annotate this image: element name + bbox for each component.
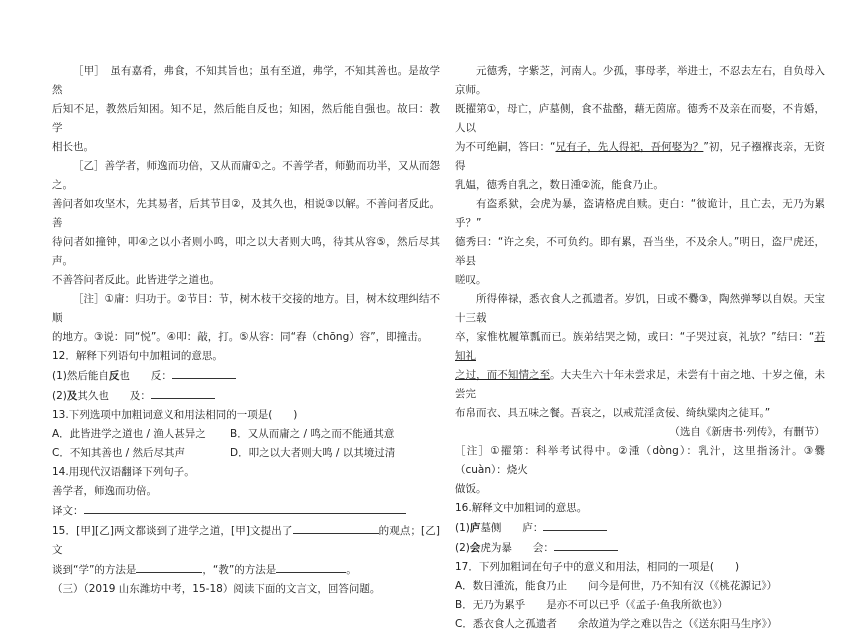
answer-blank[interactable] <box>172 366 236 379</box>
question-16-item-2 <box>455 538 825 558</box>
q12-1-prefix: (1)然后能自 <box>52 370 109 382</box>
source-citation: （选自《新唐书·列传》，有删节） <box>669 426 825 438</box>
q12-2-suffix: 其久也 及： <box>77 390 151 402</box>
q15-part-1: 15．[甲][乙]两文都谈到了进学之道，[甲]文提出了 <box>52 525 293 537</box>
passage-line: 布帛而衣、具五味之餐。吾哀之，以戒荒淫贪佞、绮纨粱肉之徒耳。” <box>455 407 771 419</box>
text-yi-line: 待问者如撞钟，叩④之以小者则小鸣，叩之以大者则大鸣，待其从容⑤，然后尽其声。 <box>52 236 440 267</box>
q12-1-suffix: 也 反： <box>119 370 172 382</box>
q17-option-b: B．无乃为累乎 是亦不可以已乎（《孟子·鱼我所欲也》） <box>455 599 729 611</box>
passage-line: 既擢第①，母亡，庐墓侧，食不盐酪，藉无茵席。德秀不及亲在而娶，不肯婚，人以 <box>455 103 825 134</box>
question-12: 12．解释下列语句中加粗词的意思。 <box>52 350 223 362</box>
q16-1-bold-word: 庐 <box>469 522 481 534</box>
answer-blank[interactable] <box>84 501 406 514</box>
q17-option-a: A．数日湩流，能食乃止 问今是何世，乃不知有汉（《桃花源记》） <box>455 580 778 592</box>
q16-2-prefix: (2) <box>455 542 470 554</box>
question-14: 14.用现代汉语翻译下列句子。 <box>52 466 195 478</box>
answer-blank[interactable] <box>151 386 215 399</box>
q12-2-prefix: (2) <box>52 390 67 402</box>
text-jia-line: 后知不足，教然后知困。知不足，然后能自反也；知困，然后能自强也。故曰：教学 <box>52 103 440 134</box>
underlined-sentence: 之过，而不知情之至 <box>455 369 551 381</box>
question-15 <box>52 521 440 560</box>
passage-line: 嗟叹。 <box>455 274 487 286</box>
q17-option-c: C．悉衣食人之孤遗者 余故道为学之难以告之（《送东阳马生序》） <box>455 618 778 630</box>
question-14-sentence: 善学者，师逸而功倍。 <box>52 485 157 497</box>
question-13: 13.下列选项中加粗词意义和用法相同的一项是( ) <box>52 409 298 421</box>
answer-blank[interactable] <box>543 518 607 531</box>
q16-2-suffix: 虎为暴 会： <box>480 542 554 554</box>
text-jia-line: ［甲］ 虽有嘉肴，弗食，不知其旨也；虽有至道，弗学，不知其善也。是故学然 <box>52 65 440 96</box>
passage-line: 德秀曰：“许之矣，不可负约。即有累，吾当坐，不及余人。”明日，盗尸虎还，举县 <box>455 236 825 267</box>
passage-text: 。大夫生六十年未尝求足，未尝有十亩之地、十岁之僮，未尝完 <box>455 369 826 400</box>
q16-1-suffix: 墓侧 庐： <box>480 522 544 534</box>
right-column <box>455 62 825 634</box>
section-3-heading: （三）（2019 山东潍坊中考，15-18）阅读下面的文言文，回答问题。 <box>52 583 381 595</box>
translation-label: 译文： <box>52 505 84 517</box>
annotation-line: ［注］①擢第：科举考试得中。②湩（dòng）：乳汁，这里指汤汁。③爨（cuàn）：烧火 <box>455 445 825 476</box>
answer-blank[interactable] <box>136 560 202 573</box>
q16-2-bold-word: 会 <box>469 542 481 554</box>
question-16: 16.解释文中加粗词的意思。 <box>455 502 588 514</box>
q12-2-bold-word: 及 <box>66 390 78 402</box>
passage-line: 所得俸禄，悉衣食人之孤遗者。岁饥，日或不爨③，陶然弹琴以自娱。天宝十三载 <box>455 293 825 324</box>
underlined-sentence: 兄有子，先人得祀，吾何娶为？ <box>555 141 704 153</box>
question-17: 17．下列加粗词在句子中的意义和用法，相同的一项是( ) <box>455 561 740 573</box>
annotation-line: ［注］①庸：归功于。②节目：节，树木枝干交接的地方。目，树木纹理纠结不顺 <box>52 293 440 324</box>
q15-part-2: 的观点；[乙]文 <box>52 525 440 556</box>
text-yi-line: ［乙］善学者，师逸而功倍，又从而庸①之。不善学者，师勤而功半，又从而怨之。 <box>52 160 440 191</box>
passage-line <box>455 138 825 176</box>
q16-1-prefix: (1) <box>455 522 470 534</box>
underlined-sentence: 若知礼 <box>455 331 826 362</box>
passage-line <box>455 328 825 366</box>
q13-option-c: C．不知其善也 / 然后尽其声 <box>52 447 186 459</box>
annotation-line: 的地方。③说：同“悦”。④叩：敲，打。⑤从容：同“舂（chōng）容”，即撞击。 <box>52 331 429 343</box>
q15-part-5: 。 <box>346 564 357 576</box>
q13-option-d: D．叩之以大者则大鸣 / 以其境过清 <box>230 447 396 459</box>
question-15-line-2 <box>52 560 440 580</box>
q13-options-row-1 <box>52 425 440 444</box>
answer-blank[interactable] <box>276 560 346 573</box>
q15-part-4: ，“教”的方法是 <box>202 564 277 576</box>
annotation-line: 做饭。 <box>455 483 487 495</box>
answer-blank[interactable] <box>293 521 379 534</box>
text-jia-line: 相长也。 <box>52 141 94 153</box>
passage-line <box>455 366 825 404</box>
passage-text: ”初，兄子襁褓丧亲，无资得 <box>455 141 825 172</box>
text-yi-line: 不善答问者反此。此皆进学之道也。 <box>52 274 220 286</box>
question-12-item-2 <box>52 386 440 406</box>
q13-option-b: B．又从而庸之 / 鸣之而不能通其意 <box>230 428 395 440</box>
q13-option-a: A．此皆进学之道也 / 渔人甚异之 <box>52 428 206 440</box>
q13-options-row-2 <box>52 444 440 463</box>
passage-line: 乳媪，德秀自乳之，数日湩②流，能食乃止。 <box>455 179 664 191</box>
text-yi-line: 善问者如攻坚木，先其易者，后其节目②，及其久也，相说③以解。不善问者反此。善 <box>52 198 440 229</box>
passage-line: 元德秀，字紫芝，河南人。少孤，事母孝，举进士，不忍去左右，自负母入京师。 <box>455 65 825 96</box>
answer-blank[interactable] <box>554 538 618 551</box>
question-16-item-1 <box>455 518 825 538</box>
q12-1-bold-word: 反 <box>108 370 120 382</box>
question-14-answer <box>52 501 440 521</box>
passage-line: 有盗系狱，会虎为暴，盗请格虎自赎。吏白：“彼诡计，且亡去，无乃为累乎？” <box>455 198 825 229</box>
question-12-item-1 <box>52 366 440 386</box>
left-column <box>52 62 440 599</box>
passage-text: 为不可绝嗣，答曰：“ <box>455 141 556 153</box>
q15-part-3: 谈到“学”的方法是 <box>52 564 137 576</box>
passage-text: 卒，家惟枕履箪瓢而已。族弟结哭之恸，或曰：“子哭过哀，礼欤？”结曰：“ <box>455 331 815 343</box>
